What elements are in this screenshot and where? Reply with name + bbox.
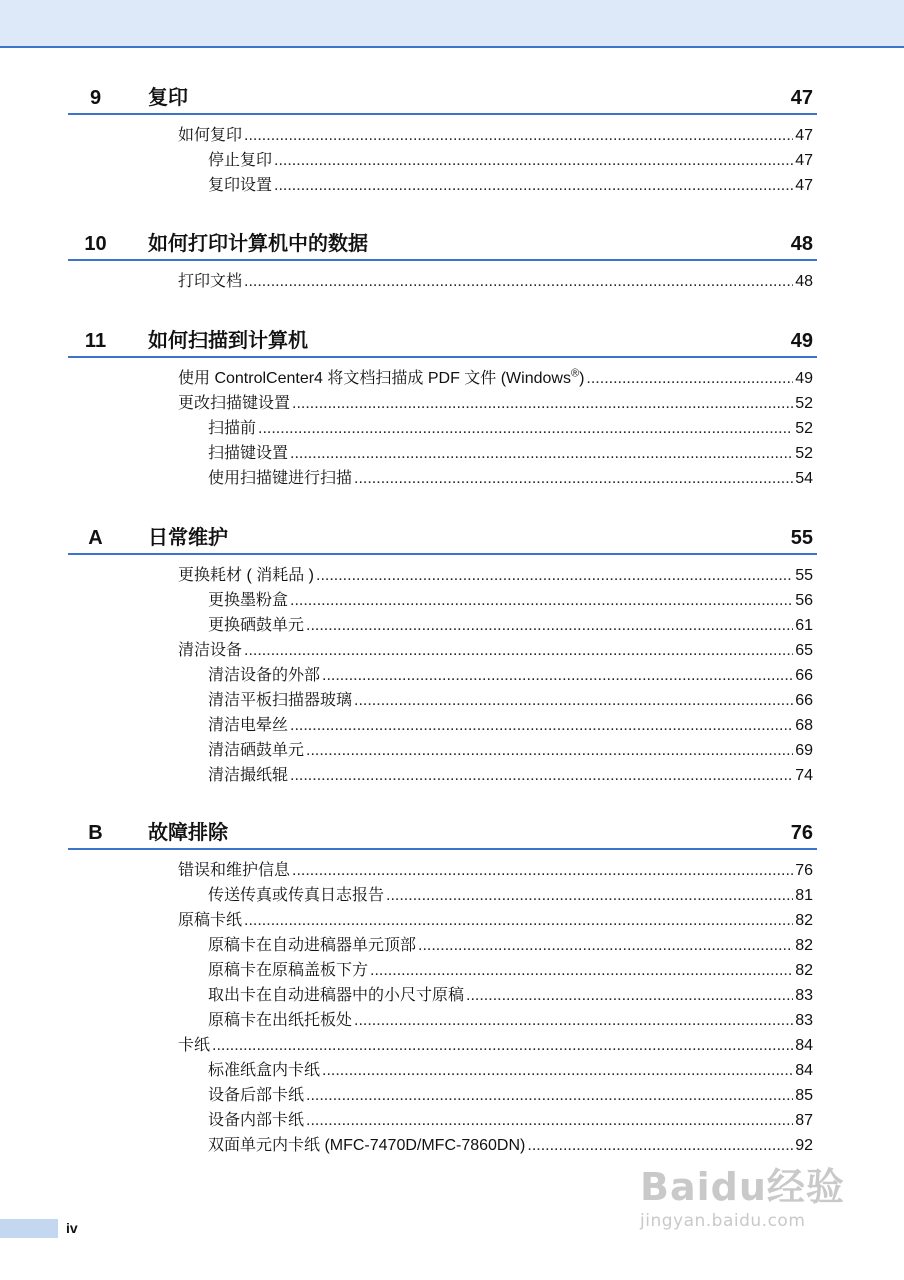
dot-leader [292, 391, 793, 416]
toc-entry[interactable] [68, 958, 817, 983]
dot-leader [244, 638, 793, 663]
entry-title: 清洁设备 [178, 642, 243, 659]
toc-entry[interactable] [68, 858, 817, 883]
entry-page: 87 [795, 1112, 813, 1129]
entry-page: 83 [795, 1012, 813, 1029]
dot-leader [306, 1108, 793, 1133]
chapter-number: B [88, 822, 103, 844]
toc-entry[interactable] [68, 466, 817, 491]
toc-entry[interactable] [68, 1133, 817, 1158]
entry-title: 取出卡在自动进稿器中的小尺寸原稿 [208, 987, 465, 1004]
dot-leader [586, 366, 793, 391]
dot-leader [244, 269, 793, 294]
entry-page: 92 [795, 1137, 813, 1154]
chapter-title: 日常维护 [148, 527, 228, 549]
dot-leader [306, 1083, 793, 1108]
chapter-heading[interactable] [68, 83, 817, 115]
entry-page: 84 [795, 1037, 813, 1054]
watermark-url: jingyan.baidu.com [640, 1211, 806, 1231]
entry-page: 52 [795, 445, 813, 462]
entry-title: 扫描键设置 [208, 445, 289, 462]
chapter-section-b [68, 818, 817, 1158]
toc-entry[interactable] [68, 563, 817, 588]
toc-entry[interactable] [68, 738, 817, 763]
toc-entry[interactable] [68, 416, 817, 441]
entry-page: 66 [795, 692, 813, 709]
entry-page: 84 [795, 1062, 813, 1079]
entry-title: 卡纸 [178, 1037, 211, 1054]
entry-page: 65 [795, 642, 813, 659]
toc-entry[interactable] [68, 366, 817, 391]
toc-entry[interactable] [68, 688, 817, 713]
entry-page: 47 [795, 127, 813, 144]
dot-leader [322, 1058, 793, 1083]
chapter-title: 故障排除 [148, 822, 228, 844]
dot-leader [212, 1033, 793, 1058]
dot-leader [354, 688, 793, 713]
entry-page: 76 [795, 862, 813, 879]
entry-title: 清洁设备的外部 [208, 667, 321, 684]
watermark-logo: Baidu经验 [640, 1165, 845, 1209]
dot-leader [274, 173, 793, 198]
entry-title: 原稿卡在自动进稿器单元顶部 [208, 937, 417, 954]
entry-title: 清洁电晕丝 [208, 717, 289, 734]
chapter-page: 55 [790, 527, 813, 549]
toc-entry[interactable] [68, 173, 817, 198]
entry-page: 68 [795, 717, 813, 734]
dot-leader [258, 416, 793, 441]
entry-page: 52 [795, 395, 813, 412]
entry-title: 设备内部卡纸 [208, 1112, 305, 1129]
entry-title: 原稿卡在原稿盖板下方 [208, 962, 369, 979]
dot-leader [527, 1133, 793, 1158]
dot-leader [370, 958, 793, 983]
dot-leader [290, 588, 793, 613]
chapter-heading[interactable] [68, 229, 817, 261]
chapter-heading[interactable] [68, 523, 817, 555]
chapter-section-a [68, 523, 817, 788]
toc-entry[interactable] [68, 713, 817, 738]
footer-page-number: iv [66, 1220, 78, 1236]
entry-page: 74 [795, 767, 813, 784]
entry-title: 如何复印 [178, 127, 243, 144]
dot-leader [386, 883, 793, 908]
toc-entry[interactable] [68, 148, 817, 173]
chapter-heading[interactable] [68, 326, 817, 358]
header-band [0, 0, 904, 48]
toc-entry[interactable] [68, 763, 817, 788]
toc-entry[interactable] [68, 983, 817, 1008]
toc-entry[interactable] [68, 908, 817, 933]
entry-title: 打印文档 [178, 273, 243, 290]
entry-page: 49 [795, 370, 813, 387]
dot-leader [290, 763, 793, 788]
entry-title: 清洁硒鼓单元 [208, 742, 305, 759]
entry-page: 85 [795, 1087, 813, 1104]
chapter-page: 76 [790, 822, 813, 844]
entry-title: 更换墨粉盒 [208, 592, 289, 609]
entry-page: 61 [795, 617, 813, 634]
entry-page: 66 [795, 667, 813, 684]
footer-bar [0, 1219, 58, 1238]
entry-title: 传送传真或传真日志报告 [208, 887, 385, 904]
entry-title: 复印设置 [208, 177, 273, 194]
toc-entry[interactable] [68, 883, 817, 908]
entry-page: 48 [795, 273, 813, 290]
chapter-page: 48 [790, 233, 813, 255]
dot-leader [418, 933, 793, 958]
toc-entry[interactable] [68, 638, 817, 663]
toc-entry[interactable] [68, 663, 817, 688]
chapter-number: 9 [89, 87, 102, 109]
entry-title: 原稿卡在出纸托板处 [208, 1012, 353, 1029]
entry-title: 扫描前 [208, 420, 257, 437]
toc-entry[interactable] [68, 613, 817, 638]
entry-page: 47 [795, 177, 813, 194]
entry-page: 82 [795, 962, 813, 979]
chapter-heading[interactable] [68, 818, 817, 850]
toc-entry[interactable] [68, 1058, 817, 1083]
entry-page: 82 [795, 912, 813, 929]
chapter-section-10 [68, 229, 817, 294]
chapter-page: 47 [790, 87, 813, 109]
entry-page: 83 [795, 987, 813, 1004]
entry-page: 69 [795, 742, 813, 759]
chapter-title: 如何扫描到计算机 [148, 330, 308, 352]
dot-leader [354, 1008, 793, 1033]
chapter-number: 10 [84, 233, 107, 255]
toc-entry[interactable] [68, 441, 817, 466]
entry-page: 47 [795, 152, 813, 169]
chapter-section-9 [68, 83, 817, 198]
toc-entry[interactable] [68, 391, 817, 416]
entry-page: 55 [795, 567, 813, 584]
dot-leader [316, 563, 793, 588]
dot-leader [274, 148, 793, 173]
entry-page: 81 [795, 887, 813, 904]
toc-entry[interactable] [68, 1108, 817, 1133]
baidu-watermark [640, 1165, 855, 1245]
entry-title: 清洁撮纸辊 [208, 767, 289, 784]
dot-leader [244, 908, 793, 933]
entry-title: 标准纸盒内卡纸 [208, 1062, 321, 1079]
chapter-page: 49 [790, 330, 813, 352]
entry-title: 清洁平板扫描器玻璃 [208, 692, 353, 709]
dot-leader [306, 613, 793, 638]
toc-entry[interactable] [68, 1008, 817, 1033]
entry-title: 停止复印 [208, 152, 273, 169]
dot-leader [292, 858, 793, 883]
toc-entry[interactable] [68, 1083, 817, 1108]
entry-page: 54 [795, 470, 813, 487]
entry-title: 使用 ControlCenter4 将文档扫描成 PDF 文件 (Windows [178, 370, 571, 387]
entry-page: 52 [795, 420, 813, 437]
entry-title: 更换耗材 ( 消耗品 ) [178, 567, 314, 584]
entry-title: 原稿卡纸 [178, 912, 243, 929]
dot-leader [322, 663, 793, 688]
entry-title: 更改扫描键设置 [178, 395, 291, 412]
entry-page: 56 [795, 592, 813, 609]
dot-leader [244, 123, 793, 148]
chapter-title: 复印 [148, 87, 188, 109]
toc-entry[interactable] [68, 123, 817, 148]
chapter-number: 11 [84, 330, 107, 352]
chapter-title: 如何打印计算机中的数据 [148, 233, 368, 255]
entry-title: 双面单元内卡纸 (MFC-7470D/MFC-7860DN) [208, 1137, 526, 1154]
toc-entry[interactable] [68, 588, 817, 613]
entry-title: 使用扫描键进行扫描 [208, 470, 353, 487]
registered-mark: ® [570, 367, 580, 380]
entry-page: 82 [795, 937, 813, 954]
toc-entry[interactable] [68, 269, 817, 294]
dot-leader [354, 466, 793, 491]
entry-title: 错误和维护信息 [178, 862, 291, 879]
dot-leader [290, 441, 793, 466]
dot-leader [306, 738, 793, 763]
entry-title: 设备后部卡纸 [208, 1087, 305, 1104]
toc-entry[interactable] [68, 933, 817, 958]
entry-title-end: ) [579, 370, 585, 387]
toc-entry[interactable] [68, 1033, 817, 1058]
chapter-section-11 [68, 326, 817, 491]
chapter-number: A [88, 527, 103, 549]
entry-title-wrap [178, 366, 584, 391]
entry-title: 更换硒鼓单元 [208, 617, 305, 634]
dot-leader [290, 713, 793, 738]
dot-leader [466, 983, 793, 1008]
